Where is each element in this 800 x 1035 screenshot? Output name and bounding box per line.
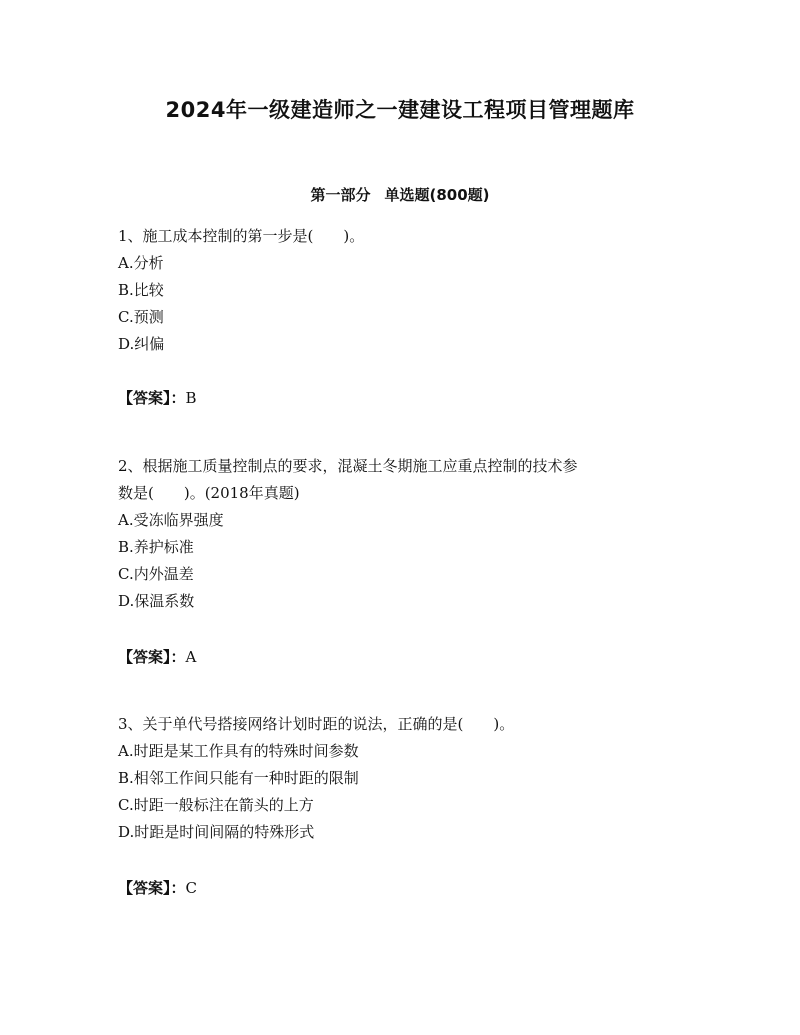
option-d: D.时距是时间间隔的特殊形式 (118, 823, 315, 841)
option-b: B.比较 (118, 281, 164, 299)
answer-line (118, 388, 197, 408)
section-type: 单选题(800题) (384, 186, 490, 204)
answer-label: 【答案】： (118, 389, 186, 407)
answer-value: C (185, 879, 197, 897)
section-part: 第一部分 (310, 186, 371, 204)
question-stem: 3、关于单代号搭接网络计划时距的说法，正确的是( )。 (118, 715, 515, 733)
question-stem: 1、施工成本控制的第一步是( )。 (118, 227, 365, 245)
section-heading (0, 184, 800, 205)
question-stem-continued: 数是( )。(2018年真题) (118, 484, 300, 502)
answer-label: 【答案】： (118, 648, 186, 666)
option-c: C.预测 (118, 308, 164, 326)
option-b: B.养护标准 (118, 538, 194, 556)
answer-value: A (185, 648, 197, 666)
option-a: A.时距是某工作具有的特殊时间参数 (118, 742, 359, 760)
answer-line (118, 647, 196, 667)
option-c: C.内外温差 (118, 565, 194, 583)
question-stem: 2、根据施工质量控制点的要求，混凝土冬期施工应重点控制的技术参 (118, 457, 578, 475)
option-a: A.受冻临界强度 (118, 511, 224, 529)
option-d: D.纠偏 (118, 335, 165, 353)
answer-label: 【答案】： (118, 879, 186, 897)
option-d: D.保温系数 (118, 592, 195, 610)
option-c: C.时距一般标注在箭头的上方 (118, 796, 314, 814)
option-a: A.分析 (118, 254, 164, 272)
document-title: 2024年一级建造师之一建建设工程项目管理题库 (165, 98, 635, 122)
option-b: B.相邻工作间只能有一种时距的限制 (118, 769, 359, 787)
answer-line (118, 878, 197, 898)
answer-value: B (185, 389, 197, 407)
